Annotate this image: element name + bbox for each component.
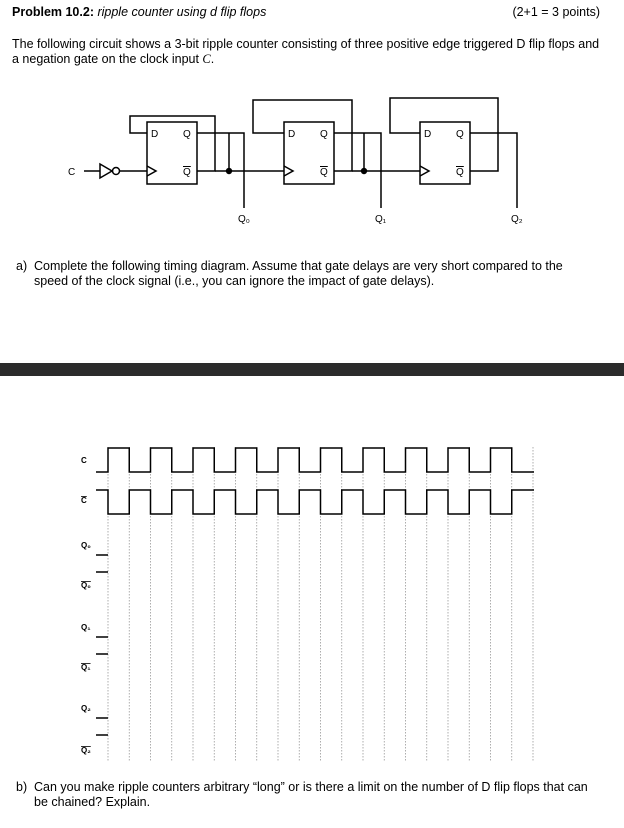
ff1-pin-qbar: Q (320, 167, 328, 178)
ff2-pin-d: D (424, 129, 432, 140)
intro-period: . (210, 52, 215, 66)
ff1-pin-d: D (288, 129, 296, 140)
ff0-pin-d: D (151, 129, 159, 140)
question-b-label: b) (16, 780, 28, 794)
question-b (16, 780, 596, 810)
problem-title: ripple counter using d flip flops (97, 5, 267, 19)
ff0-pin-q: Q (183, 129, 191, 140)
clock-symbol: C (202, 52, 211, 66)
intro-text: The following circuit shows a 3-bit ripple counter consisting of three positive edge triggered D flip flops and a negation gate on the clock input (12, 37, 600, 66)
signal-label-3: Q₀ (81, 581, 91, 590)
signal-label-7: Q₂ (81, 746, 91, 755)
problem-number: Problem 10.2: (12, 5, 94, 19)
ff2-pin-qbar: Q (456, 167, 464, 178)
problem-points: (2+1 = 3 points) (512, 5, 600, 19)
signal-label-2: Q₀ (81, 541, 91, 550)
waveform-clock-inverted (96, 490, 534, 514)
clock-input-label: C (68, 167, 76, 178)
signal-label-5: Q₁ (81, 663, 91, 672)
output-q2: Q₂ (511, 214, 523, 225)
signal-label-6: Q₂ (81, 704, 91, 713)
ff1-pin-q: Q (320, 129, 328, 140)
ff2-pin-q: Q (456, 129, 464, 140)
waveform-clock (96, 448, 534, 472)
question-b-text: Can you make ripple counters arbitrary “long” or is there a limit on the number of D flip flops that can be chained? Explain. (34, 780, 588, 809)
signal-label-0: C (81, 456, 87, 465)
output-q0: Q₀ (238, 214, 250, 225)
ff0-pin-qbar: Q (183, 167, 191, 178)
signal-label-1: C (81, 496, 87, 505)
signal-label-4: Q₁ (81, 623, 91, 632)
question-a-text: Complete the following timing diagram. Assume that gate delays are very short compared to the speed of the clock signal (i.e., you can ignore the impact of gate delays). (34, 259, 563, 288)
output-q1: Q₁ (375, 214, 387, 225)
question-a-label: a) (16, 259, 28, 273)
